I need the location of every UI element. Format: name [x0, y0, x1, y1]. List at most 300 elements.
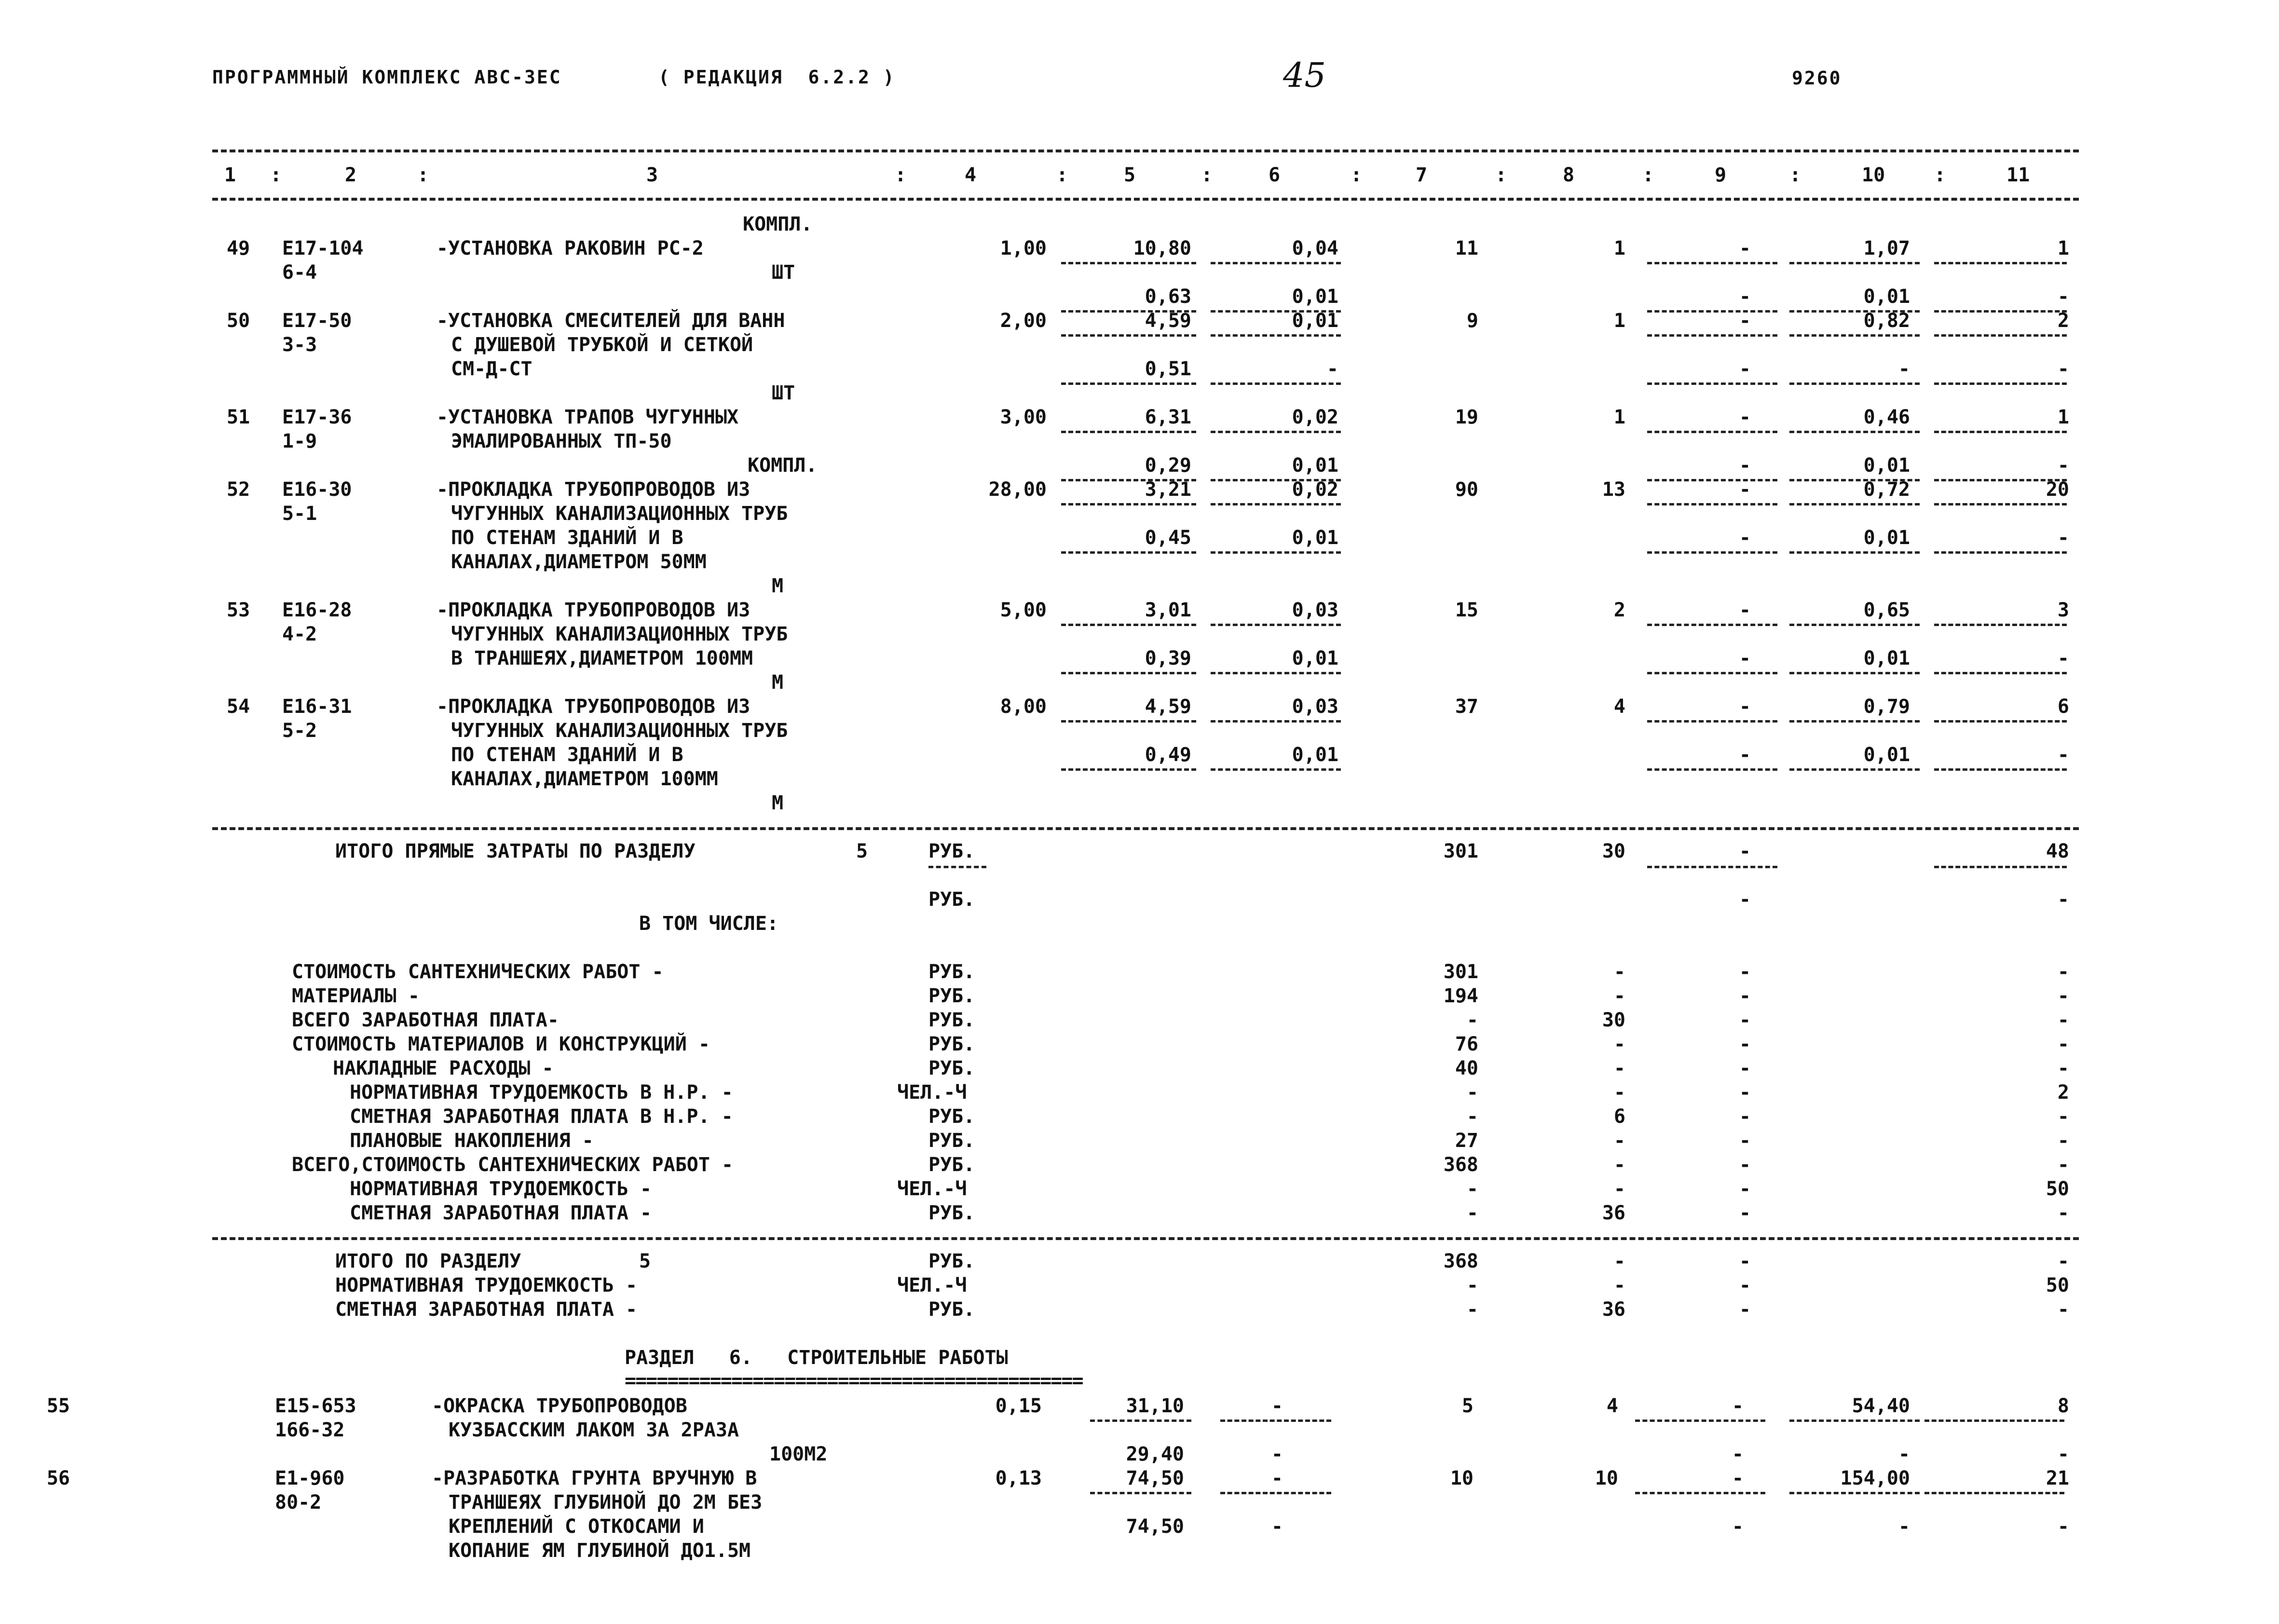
- cell-underline: [1061, 551, 1196, 554]
- cell-underline: [1789, 720, 1920, 723]
- breakdown-unit: РУБ.: [928, 1105, 975, 1128]
- work-description-line: В ТРАНШЕЯХ,ДИАМЕТРОМ 100ММ: [451, 647, 753, 669]
- cell-underline: [1647, 672, 1777, 674]
- document-number: 9260: [1792, 68, 1842, 89]
- col-8: 1: [1613, 310, 1625, 332]
- cell-underline: [1647, 866, 1777, 868]
- unit-label: ШТ: [772, 382, 795, 404]
- summary-col-11: -: [2057, 1298, 2069, 1321]
- col-8: 2: [1613, 599, 1625, 621]
- work-description-line: ПО СТЕНАМ ЗДАНИЙ И В: [451, 527, 683, 549]
- col-7: 10: [1450, 1467, 1474, 1489]
- breakdown-col-9: -: [1739, 1105, 1751, 1128]
- col-8: 1: [1613, 237, 1625, 259]
- col-5: 4,59: [1145, 696, 1191, 718]
- col-9: -: [1739, 237, 1751, 259]
- col-11: 1: [2057, 406, 2069, 428]
- cell-underline: [1789, 382, 1920, 385]
- breakdown-label: НАКЛАДНЫЕ РАСХОДЫ -: [333, 1057, 554, 1079]
- section-total-col-9-sub: -: [1739, 888, 1751, 911]
- cell-underline: [1934, 431, 2067, 433]
- row-number: 54: [227, 696, 250, 718]
- section-6-title: РАЗДЕЛ 6. СТРОИТЕЛЬНЫЕ РАБОТЫ: [625, 1347, 1008, 1369]
- col-10-sub: -: [1898, 1515, 1910, 1538]
- summary-col-7: -: [1466, 1298, 1478, 1321]
- col-7: 15: [1455, 599, 1478, 621]
- cell-underline: [1934, 672, 2067, 674]
- cell-underline: [1061, 334, 1196, 337]
- column-header-5: 5: [1124, 164, 1136, 186]
- col-9-sub: -: [1739, 527, 1751, 549]
- work-description-line: ЭМАЛИРОВАННЫХ ТП-50: [451, 430, 672, 452]
- col-5: 31,10: [1126, 1395, 1184, 1417]
- col-6: 0,03: [1292, 599, 1338, 621]
- cell-underline: [1090, 1419, 1191, 1422]
- work-description-line: -УСТАНОВКА ТРАПОВ ЧУГУННЫХ: [437, 406, 739, 428]
- breakdown-label: СМЕТНАЯ ЗАРАБОТНАЯ ПЛАТА В Н.Р. -: [350, 1105, 733, 1128]
- cell-underline: [1090, 1492, 1191, 1494]
- column-separator: :: [1056, 164, 1068, 186]
- breakdown-col-11: -: [2057, 1033, 2069, 1055]
- including-heading: В ТОМ ЧИСЛЕ:: [639, 913, 778, 935]
- breakdown-col-8: -: [1613, 961, 1625, 983]
- norm-code-sub: 166-32: [275, 1419, 345, 1441]
- section-total-col-11-sub: -: [2057, 888, 2069, 911]
- cell-underline: [1647, 768, 1777, 771]
- breakdown-label: МАТЕРИАЛЫ -: [292, 985, 420, 1007]
- cell-underline: [1647, 262, 1777, 264]
- col-11: 3: [2057, 599, 2069, 621]
- breakdown-unit: РУБ.: [928, 961, 975, 983]
- col-5-sub: 0,29: [1145, 454, 1191, 477]
- cell-underline: [1220, 1492, 1331, 1494]
- col-10-sub: -: [1898, 358, 1910, 380]
- col-9-sub: -: [1732, 1443, 1744, 1465]
- column-separator: :: [1642, 164, 1654, 186]
- col-9: -: [1739, 310, 1751, 332]
- breakdown-label: СТОИМОСТЬ САНТЕХНИЧЕСКИХ РАБОТ -: [292, 961, 664, 983]
- breakdown-unit: РУБ.: [928, 985, 975, 1007]
- col-10-sub: 0,01: [1863, 744, 1910, 766]
- norm-code: Е17-104: [282, 237, 364, 259]
- col-6: -: [1271, 1395, 1283, 1417]
- row-number: 50: [227, 310, 250, 332]
- breakdown-label: СМЕТНАЯ ЗАРАБОТНАЯ ПЛАТА -: [350, 1202, 652, 1224]
- col-6: -: [1271, 1467, 1283, 1489]
- col-5: 3,01: [1145, 599, 1191, 621]
- col-9-sub: -: [1739, 647, 1751, 669]
- breakdown-col-9: -: [1739, 1009, 1751, 1031]
- col-9-sub: -: [1739, 744, 1751, 766]
- cell-underline: [1635, 1419, 1765, 1422]
- work-description-line: -РАЗРАБОТКА ГРУНТА ВРУЧНУЮ В: [432, 1467, 757, 1489]
- summary-col-7: -: [1466, 1274, 1478, 1296]
- col-9: -: [1732, 1467, 1744, 1489]
- column-header-9: 9: [1715, 164, 1727, 186]
- unit-label: 100М2: [769, 1443, 828, 1465]
- work-description-line: ЧУГУННЫХ КАНАЛИЗАЦИОННЫХ ТРУБ: [451, 623, 788, 645]
- section-total-col-8: 30: [1602, 840, 1625, 862]
- summary-label: ИТОГО ПО РАЗДЕЛУ: [335, 1250, 521, 1272]
- breakdown-col-8: -: [1613, 1033, 1625, 1055]
- col-11: 1: [2057, 237, 2069, 259]
- quantity: 5,00: [1000, 599, 1047, 621]
- work-description-line: КАНАЛАХ,ДИАМЕТРОМ 100ММ: [451, 768, 718, 790]
- norm-code-sub: 4-2: [282, 623, 317, 645]
- breakdown-col-7: 76: [1455, 1033, 1478, 1055]
- breakdown-col-7: -: [1466, 1081, 1478, 1104]
- col-5: 74,50: [1126, 1467, 1184, 1489]
- col-6: 0,02: [1292, 478, 1338, 501]
- summary-col-11: 50: [2046, 1274, 2069, 1296]
- col-6-sub: 0,01: [1292, 647, 1338, 669]
- col-5-sub: 0,39: [1145, 647, 1191, 669]
- cell-underline: [1789, 431, 1920, 433]
- column-separator: :: [1934, 164, 1946, 186]
- summary-label: НОРМАТИВНАЯ ТРУДОЕМКОСТЬ -: [335, 1274, 638, 1296]
- quantity: 0,13: [995, 1467, 1042, 1489]
- col-11: 2: [2057, 310, 2069, 332]
- breakdown-col-8: 36: [1602, 1202, 1625, 1224]
- col-11-sub: -: [2057, 286, 2069, 308]
- breakdown-col-11: -: [2057, 1130, 2069, 1152]
- breakdown-label: ВСЕГО,СТОИМОСТЬ САНТЕХНИЧЕСКИХ РАБОТ -: [292, 1154, 734, 1176]
- breakdown-col-7: -: [1466, 1202, 1478, 1224]
- column-separator: :: [417, 164, 429, 186]
- quantity: 28,00: [988, 478, 1047, 501]
- breakdown-unit: РУБ.: [928, 1033, 975, 1055]
- unit-label: КОМПЛ.: [743, 213, 813, 235]
- col-6: 0,02: [1292, 406, 1338, 428]
- summary-unit: РУБ.: [928, 1250, 975, 1272]
- col-10-sub: -: [1898, 1443, 1910, 1465]
- breakdown-label: ВСЕГО ЗАРАБОТНАЯ ПЛАТА-: [292, 1009, 559, 1031]
- col-9-sub: -: [1739, 454, 1751, 477]
- col-5-sub: 0,45: [1145, 527, 1191, 549]
- column-header-2: 2: [345, 164, 357, 186]
- col-11: 21: [2046, 1467, 2069, 1489]
- breakdown-col-7: -: [1466, 1178, 1478, 1200]
- summary-col-8: 36: [1602, 1298, 1625, 1321]
- breakdown-col-9: -: [1739, 1033, 1751, 1055]
- quantity: 1,00: [1000, 237, 1047, 259]
- cell-underline: [1061, 768, 1196, 771]
- cell-underline: [1934, 262, 2067, 264]
- cell-underline: [1061, 720, 1196, 723]
- col-10: 0,79: [1863, 696, 1910, 718]
- breakdown-unit: РУБ.: [928, 1130, 975, 1152]
- norm-code-sub: 6-4: [282, 261, 317, 284]
- summary-unit: РУБ.: [928, 1298, 975, 1321]
- work-description-line: -ПРОКЛАДКА ТРУБОПРОВОДОВ ИЗ: [437, 599, 751, 621]
- col-10: 0,46: [1863, 406, 1910, 428]
- breakdown-col-7: -: [1466, 1105, 1478, 1128]
- cell-underline: [1789, 672, 1920, 674]
- col-9-sub: -: [1739, 358, 1751, 380]
- col-11-sub: -: [2057, 527, 2069, 549]
- col-10: 54,40: [1852, 1395, 1910, 1417]
- col-11-sub: -: [2057, 1443, 2069, 1465]
- summary-section-number: 5: [639, 1250, 651, 1272]
- cell-underline: [1647, 503, 1777, 505]
- cell-underline: [1789, 551, 1920, 554]
- cell-underline: [1211, 431, 1341, 433]
- col-9: -: [1739, 696, 1751, 718]
- col-8: 10: [1595, 1467, 1618, 1489]
- cell-underline: [1934, 334, 2067, 337]
- col-9: -: [1739, 406, 1751, 428]
- cell-underline: [1647, 551, 1777, 554]
- cell-underline: [1789, 624, 1920, 626]
- col-10: 0,82: [1863, 310, 1910, 332]
- col-10: 0,72: [1863, 478, 1910, 501]
- column-header-4: 4: [965, 164, 977, 186]
- unit-label: М: [772, 671, 784, 694]
- cell-underline: [1211, 382, 1341, 385]
- work-description-line: -ОКРАСКА ТРУБОПРОВОДОВ: [432, 1395, 687, 1417]
- norm-code-sub: 3-3: [282, 334, 317, 356]
- cell-underline: [1647, 720, 1777, 723]
- breakdown-col-11: -: [2057, 1057, 2069, 1079]
- cell-underline: [1061, 624, 1196, 626]
- unit-label: КОМПЛ.: [748, 454, 818, 477]
- breakdown-col-7: 368: [1443, 1154, 1478, 1176]
- cell-underline: [1934, 624, 2067, 626]
- col-6: 0,01: [1292, 310, 1338, 332]
- cell-underline: [1934, 551, 2067, 554]
- row-number: 49: [227, 237, 250, 259]
- col-7: 37: [1455, 696, 1478, 718]
- breakdown-col-9: -: [1739, 1081, 1751, 1104]
- section-total-rule: [212, 827, 2079, 830]
- work-description-line: ТРАНШЕЯХ ГЛУБИНОЙ ДО 2М БЕЗ: [449, 1491, 763, 1514]
- col-11-sub: -: [2057, 358, 2069, 380]
- col-9: -: [1739, 478, 1751, 501]
- summary-col-9: -: [1739, 1250, 1751, 1272]
- quantity: 0,15: [995, 1395, 1042, 1417]
- col-8: 1: [1613, 406, 1625, 428]
- column-separator: :: [1495, 164, 1507, 186]
- column-header-1: 1: [224, 164, 236, 186]
- col-5-sub: 0,49: [1145, 744, 1191, 766]
- col-6-sub: 0,01: [1292, 527, 1338, 549]
- breakdown-col-9: -: [1739, 1178, 1751, 1200]
- col-6-sub: 0,01: [1292, 286, 1338, 308]
- cell-underline: [1211, 720, 1341, 723]
- col-5-sub: 74,50: [1126, 1515, 1184, 1538]
- col-11: 6: [2057, 696, 2069, 718]
- row-number: 52: [227, 478, 250, 501]
- cell-underline: [1789, 503, 1920, 505]
- work-description-line: КОПАНИЕ ЯМ ГЛУБИНОЙ ДО1.5М: [449, 1540, 751, 1562]
- breakdown-col-8: -: [1613, 985, 1625, 1007]
- breakdown-unit: ЧЕЛ.-Ч: [897, 1178, 967, 1200]
- breakdown-col-9: -: [1739, 985, 1751, 1007]
- col-9-sub: -: [1739, 286, 1751, 308]
- quantity: 3,00: [1000, 406, 1047, 428]
- summary-col-7: 368: [1443, 1250, 1478, 1272]
- col-7: 9: [1466, 310, 1478, 332]
- norm-code: Е16-31: [282, 696, 352, 718]
- col-6: 0,03: [1292, 696, 1338, 718]
- col-10-sub: 0,01: [1863, 454, 1910, 477]
- breakdown-label: НОРМАТИВНАЯ ТРУДОЕМКОСТЬ -: [350, 1178, 652, 1200]
- col-6-sub: -: [1326, 358, 1338, 380]
- cell-underline: [1789, 1492, 1920, 1494]
- summary-col-11: -: [2057, 1250, 2069, 1272]
- cell-underline: [1924, 1492, 2064, 1494]
- col-10-sub: 0,01: [1863, 647, 1910, 669]
- section-total-unit-2: РУБ.: [928, 888, 975, 911]
- cell-underline: [1647, 624, 1777, 626]
- section-total-col-7: 301: [1443, 840, 1478, 862]
- norm-code: Е16-30: [282, 478, 352, 501]
- quantity: 2,00: [1000, 310, 1047, 332]
- breakdown-col-11: -: [2057, 1009, 2069, 1031]
- norm-code-sub: 80-2: [275, 1491, 322, 1514]
- col-5: 10,80: [1133, 237, 1191, 259]
- norm-code: Е17-50: [282, 310, 352, 332]
- column-header-3: 3: [646, 164, 658, 186]
- col-5: 3,21: [1145, 478, 1191, 501]
- col-9: -: [1732, 1395, 1744, 1417]
- cell-underline: [1924, 1419, 2064, 1422]
- breakdown-col-7: -: [1466, 1009, 1478, 1031]
- breakdown-label: СТОИМОСТЬ МАТЕРИАЛОВ И КОНСТРУКЦИЙ -: [292, 1033, 710, 1055]
- col-5-sub: 29,40: [1126, 1443, 1184, 1465]
- col-11-sub: -: [2057, 454, 2069, 477]
- col-9: -: [1739, 599, 1751, 621]
- breakdown-col-8: -: [1613, 1178, 1625, 1200]
- unit-underline: [928, 866, 986, 868]
- cell-underline: [1061, 382, 1196, 385]
- column-separator: :: [895, 164, 907, 186]
- col-11: 8: [2057, 1395, 2069, 1417]
- cell-underline: [1934, 768, 2067, 771]
- breakdown-col-7: 27: [1455, 1130, 1478, 1152]
- column-separator: :: [1201, 164, 1213, 186]
- work-description-line: СМ-Д-СТ: [451, 358, 532, 380]
- column-header-8: 8: [1563, 164, 1575, 186]
- cell-underline: [1211, 503, 1341, 505]
- col-7: 19: [1455, 406, 1478, 428]
- cell-underline: [1789, 768, 1920, 771]
- norm-code: Е15-653: [275, 1395, 356, 1417]
- breakdown-col-9: -: [1739, 1057, 1751, 1079]
- breakdown-col-8: 6: [1613, 1105, 1625, 1128]
- col-10-sub: 0,01: [1863, 527, 1910, 549]
- breakdown-col-11: -: [2057, 1105, 2069, 1128]
- section-6-rule: ===========================================: [625, 1370, 1083, 1392]
- col-10: 154,00: [1840, 1467, 1910, 1489]
- breakdown-unit: РУБ.: [928, 1057, 975, 1079]
- column-separator: :: [1351, 164, 1363, 186]
- column-header-11: 11: [2006, 164, 2030, 186]
- norm-code: Е17-36: [282, 406, 352, 428]
- col-7: 11: [1455, 237, 1478, 259]
- summary-col-9: -: [1739, 1274, 1751, 1296]
- breakdown-col-11: 50: [2046, 1178, 2069, 1200]
- cell-underline: [1211, 551, 1341, 554]
- cell-underline: [1934, 382, 2067, 385]
- norm-code-sub: 5-1: [282, 503, 317, 525]
- breakdown-col-7: 40: [1455, 1057, 1478, 1079]
- col-6-sub: 0,01: [1292, 454, 1338, 477]
- work-description-line: -ПРОКЛАДКА ТРУБОПРОВОДОВ ИЗ: [437, 478, 751, 501]
- breakdown-col-9: -: [1739, 1130, 1751, 1152]
- cell-underline: [1211, 334, 1341, 337]
- work-description-line: -УСТАНОВКА СМЕСИТЕЛЕЙ ДЛЯ ВАНН: [437, 310, 785, 332]
- col-6-sub: 0,01: [1292, 744, 1338, 766]
- col-6-sub: -: [1271, 1515, 1283, 1538]
- section-total-col-9: -: [1739, 840, 1751, 862]
- work-description-line: ПО СТЕНАМ ЗДАНИЙ И В: [451, 744, 683, 766]
- cell-underline: [1934, 503, 2067, 505]
- col-6: 0,04: [1292, 237, 1338, 259]
- cell-underline: [1789, 262, 1920, 264]
- breakdown-col-8: -: [1613, 1130, 1625, 1152]
- breakdown-col-11: -: [2057, 961, 2069, 983]
- section-total-label: ИТОГО ПРЯМЫЕ ЗАТРАТЫ ПО РАЗДЕЛУ: [335, 840, 696, 862]
- breakdown-col-8: -: [1613, 1081, 1625, 1104]
- breakdown-col-11: -: [2057, 985, 2069, 1007]
- work-description-line: ЧУГУННЫХ КАНАЛИЗАЦИОННЫХ ТРУБ: [451, 720, 788, 742]
- column-header-7: 7: [1416, 164, 1428, 186]
- breakdown-col-9: -: [1739, 1202, 1751, 1224]
- cell-underline: [1635, 1492, 1765, 1494]
- breakdown-label: НОРМАТИВНАЯ ТРУДОЕМКОСТЬ В Н.Р. -: [350, 1081, 733, 1104]
- cell-underline: [1647, 334, 1777, 337]
- cell-underline: [1647, 382, 1777, 385]
- unit-label: М: [772, 575, 784, 597]
- column-separator: :: [270, 164, 282, 186]
- cell-underline: [1211, 624, 1341, 626]
- col-11: 20: [2046, 478, 2069, 501]
- unit-label: М: [772, 792, 784, 814]
- summary-col-8: -: [1613, 1274, 1625, 1296]
- col-10-sub: 0,01: [1863, 286, 1910, 308]
- col-11-sub: -: [2057, 1515, 2069, 1538]
- col-10: 1,07: [1863, 237, 1910, 259]
- breakdown-col-7: 194: [1443, 985, 1478, 1007]
- col-7: 5: [1461, 1395, 1474, 1417]
- column-header-6: 6: [1269, 164, 1281, 186]
- cell-underline: [1061, 262, 1196, 264]
- section-total-number: 5: [856, 840, 868, 862]
- col-8: 13: [1602, 478, 1625, 501]
- col-11-sub: -: [2057, 744, 2069, 766]
- unit-label: ШТ: [772, 261, 795, 284]
- breakdown-col-7: 301: [1443, 961, 1478, 983]
- cell-underline: [1789, 1419, 1920, 1422]
- cell-underline: [1061, 431, 1196, 433]
- cell-underline: [1061, 503, 1196, 505]
- col-7: 90: [1455, 478, 1478, 501]
- section-summary-rule: [212, 1237, 2079, 1240]
- row-number: 55: [46, 1395, 70, 1417]
- norm-code: Е1-960: [275, 1467, 345, 1489]
- norm-code-sub: 1-9: [282, 430, 317, 452]
- norm-code: Е16-28: [282, 599, 352, 621]
- col-10: 0,65: [1863, 599, 1910, 621]
- program-title: ПРОГРАММНЫЙ КОМПЛЕКС АВС-ЗЕС: [212, 67, 562, 88]
- work-description-line: С ДУШЕВОЙ ТРУБКОЙ И СЕТКОЙ: [451, 334, 753, 356]
- breakdown-label: ПЛАНОВЫЕ НАКОПЛЕНИЯ -: [350, 1130, 594, 1152]
- breakdown-col-11: -: [2057, 1154, 2069, 1176]
- section-total-unit: РУБ.: [928, 840, 975, 862]
- summary-label: СМЕТНАЯ ЗАРАБОТНАЯ ПЛАТА -: [335, 1298, 638, 1321]
- col-8: 4: [1613, 696, 1625, 718]
